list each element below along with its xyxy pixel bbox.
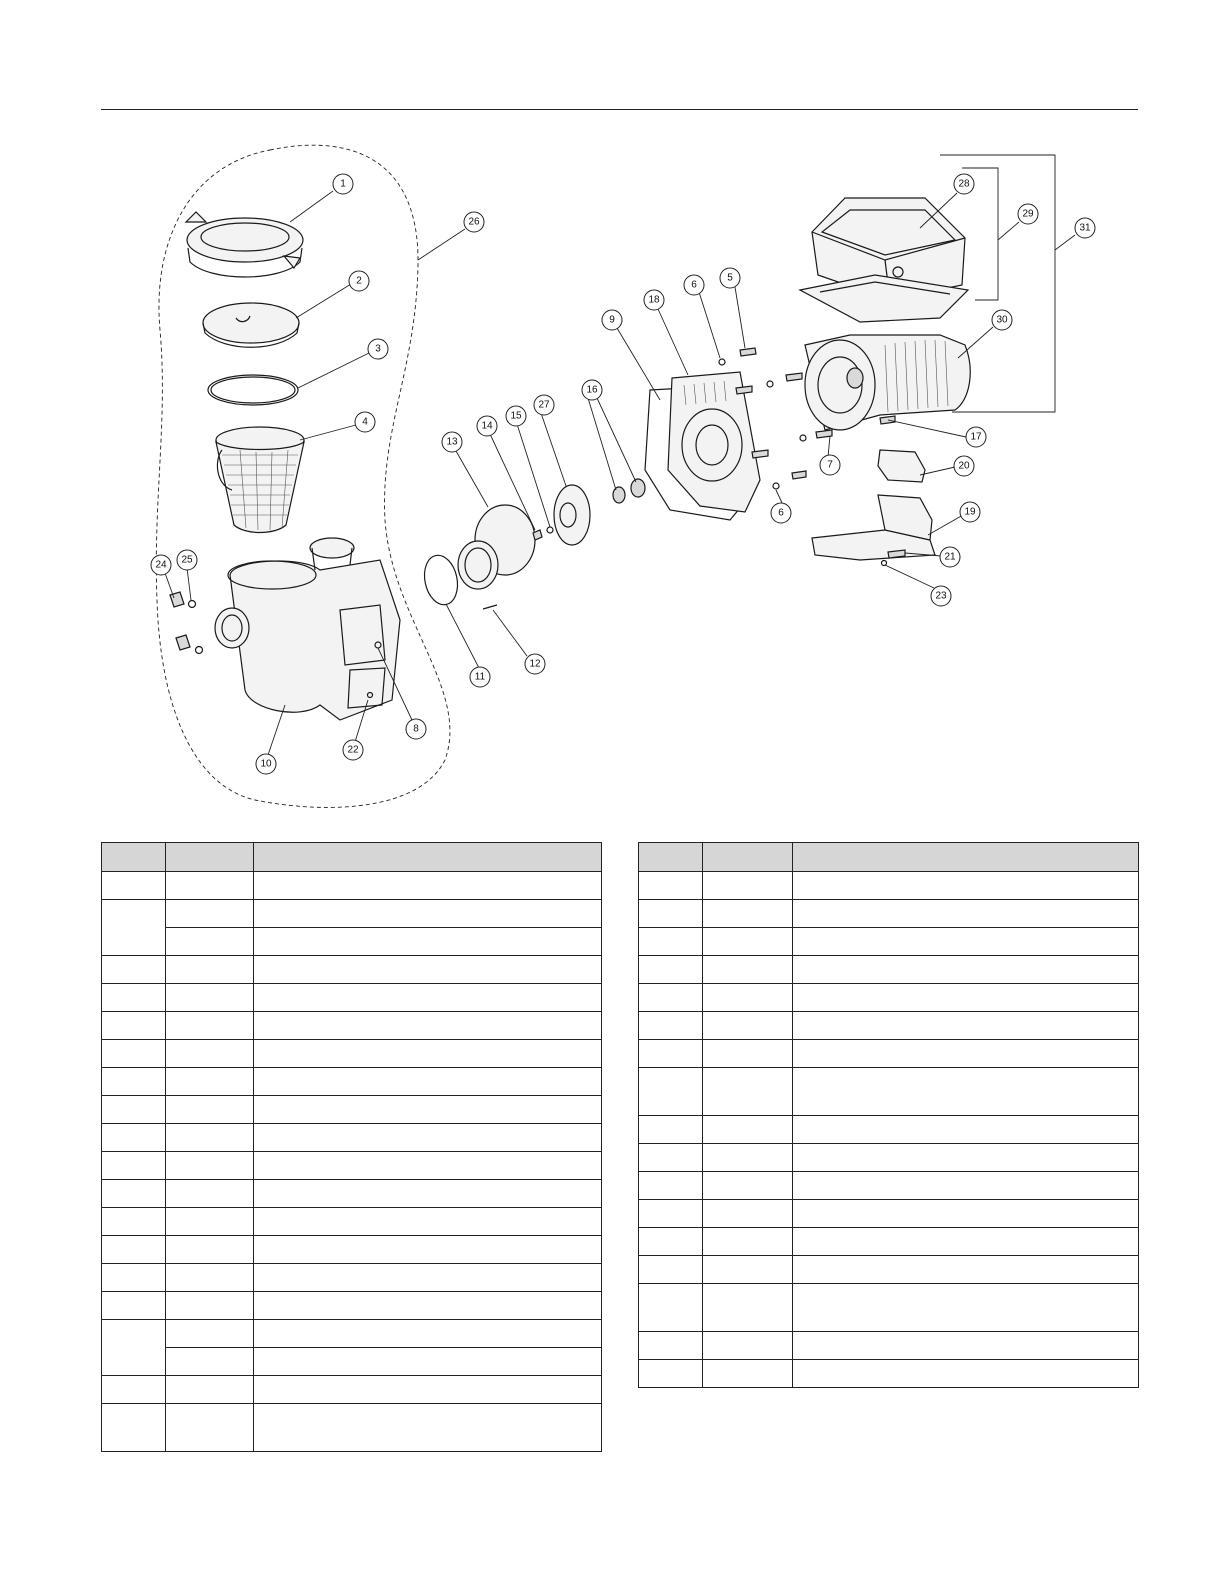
table-row: [639, 1144, 1139, 1172]
svg-text:12: 12: [529, 658, 541, 670]
table-row: [639, 1172, 1139, 1200]
table-row: [639, 1256, 1139, 1284]
callout-18: [644, 290, 664, 310]
parts-table-left: [101, 842, 602, 1452]
svg-text:3: 3: [375, 343, 381, 355]
svg-text:29: 29: [1022, 208, 1034, 220]
lid-o-ring: [208, 375, 298, 405]
callout-31: [1075, 218, 1095, 238]
svg-text:7: 7: [827, 459, 833, 471]
table-row: [102, 984, 602, 1012]
callout-25: [177, 550, 197, 570]
table-row: [102, 872, 602, 900]
table-row: [102, 1040, 602, 1068]
svg-text:26: 26: [468, 216, 480, 228]
callout-13: [442, 432, 462, 452]
callout-15: [506, 406, 526, 426]
svg-text:6: 6: [691, 279, 697, 291]
table-row: [102, 1292, 602, 1320]
table-row: [639, 984, 1139, 1012]
callout-20: [954, 456, 974, 476]
table-row: [639, 1228, 1139, 1256]
callout-29: [1018, 204, 1038, 224]
table-row: [639, 1332, 1139, 1360]
svg-text:31: 31: [1079, 222, 1091, 234]
svg-text:24: 24: [155, 559, 167, 571]
callout-22: [343, 740, 363, 760]
callout-6-bottom: [771, 503, 791, 523]
svg-text:20: 20: [958, 460, 970, 472]
callout-1: [333, 174, 353, 194]
base-washer: [882, 561, 887, 566]
svg-text:11: 11: [474, 671, 486, 683]
pump-housing: [215, 538, 400, 720]
callout-17: [966, 427, 986, 447]
table-row: [102, 1068, 602, 1096]
column-header: [639, 843, 703, 872]
callout-11: [470, 667, 490, 687]
column-header: [703, 843, 793, 872]
svg-text:13: 13: [446, 436, 458, 448]
table-row: [102, 928, 602, 956]
table-row: [639, 1012, 1139, 1040]
table-row: [639, 1360, 1139, 1388]
column-header: [102, 843, 166, 872]
table-row: [102, 1096, 602, 1124]
callout-7: [820, 455, 840, 475]
svg-text:6: 6: [778, 507, 784, 519]
svg-text:15: 15: [510, 410, 522, 422]
callout-21: [940, 547, 960, 567]
callout-6-top: [684, 275, 704, 295]
base-screw: [888, 550, 905, 558]
table-row: [102, 1264, 602, 1292]
table-row: [102, 1124, 602, 1152]
table-row: [639, 928, 1139, 956]
table-row: [639, 1200, 1139, 1228]
callout-2: [349, 271, 369, 291]
svg-text:4: 4: [362, 416, 368, 428]
table-row: [639, 1068, 1139, 1116]
strainer-basket: [216, 427, 304, 533]
lid-clamp-ring: [186, 212, 303, 277]
table-row: [102, 1236, 602, 1264]
table-row: [102, 1180, 602, 1208]
parts-table-right: [638, 842, 1139, 1388]
clear-lid: [203, 303, 299, 347]
shaft-seal: [613, 479, 645, 503]
column-header: [254, 843, 602, 872]
table-row: [102, 1404, 602, 1452]
diffuser: [458, 505, 535, 589]
callout-14: [477, 416, 497, 436]
table-row: [102, 1208, 602, 1236]
svg-text:30: 30: [996, 314, 1008, 326]
column-header: [166, 843, 254, 872]
callout-23: [931, 586, 951, 606]
pump-base: [812, 495, 935, 560]
table-row: [102, 1320, 602, 1348]
table-row: [639, 1040, 1139, 1068]
motor-support: [878, 450, 925, 482]
svg-text:2: 2: [356, 275, 362, 287]
svg-text:18: 18: [648, 294, 660, 306]
svg-text:21: 21: [944, 551, 956, 563]
table-row: [102, 1012, 602, 1040]
svg-text:25: 25: [181, 554, 193, 566]
table-row: [102, 1376, 602, 1404]
table-row: [639, 900, 1139, 928]
svg-text:16: 16: [586, 384, 598, 396]
callout-27: [534, 395, 554, 415]
callout-28: [954, 174, 974, 194]
svg-text:1: 1: [340, 178, 346, 190]
svg-text:17: 17: [970, 431, 982, 443]
motor: [805, 335, 970, 430]
svg-text:19: 19: [964, 506, 976, 518]
svg-text:8: 8: [413, 723, 419, 735]
callout-4: [355, 412, 375, 432]
table-row: [102, 1152, 602, 1180]
callout-12: [525, 654, 545, 674]
table-row: [102, 956, 602, 984]
callout-16: [582, 380, 602, 400]
svg-text:10: 10: [260, 758, 272, 770]
drain-plugs: [170, 592, 203, 654]
svg-text:22: 22: [347, 744, 359, 756]
callout-8: [406, 719, 426, 739]
table-row: [639, 1116, 1139, 1144]
svg-text:28: 28: [958, 178, 970, 190]
svg-text:14: 14: [481, 420, 493, 432]
table-row: [639, 956, 1139, 984]
table-row: [639, 872, 1139, 900]
table-header: [639, 843, 1139, 872]
impeller: [554, 485, 590, 545]
diffuser-o-ring: [420, 552, 462, 608]
callout-30: [992, 310, 1012, 330]
svg-text:9: 9: [609, 314, 615, 326]
callout-10: [256, 754, 276, 774]
column-header: [793, 843, 1139, 872]
callout-5: [720, 268, 740, 288]
callout-19: [960, 502, 980, 522]
table-row: [639, 1284, 1139, 1332]
callout-9: [602, 310, 622, 330]
table-row: [102, 1348, 602, 1376]
table-header: [102, 843, 602, 872]
table-row: [102, 900, 602, 928]
svg-text:23: 23: [935, 590, 947, 602]
callout-24: [151, 555, 171, 575]
callout-3: [368, 339, 388, 359]
callout-26: [464, 212, 484, 232]
svg-text:27: 27: [538, 399, 550, 411]
svg-text:5: 5: [727, 272, 733, 284]
pin: [483, 605, 497, 609]
